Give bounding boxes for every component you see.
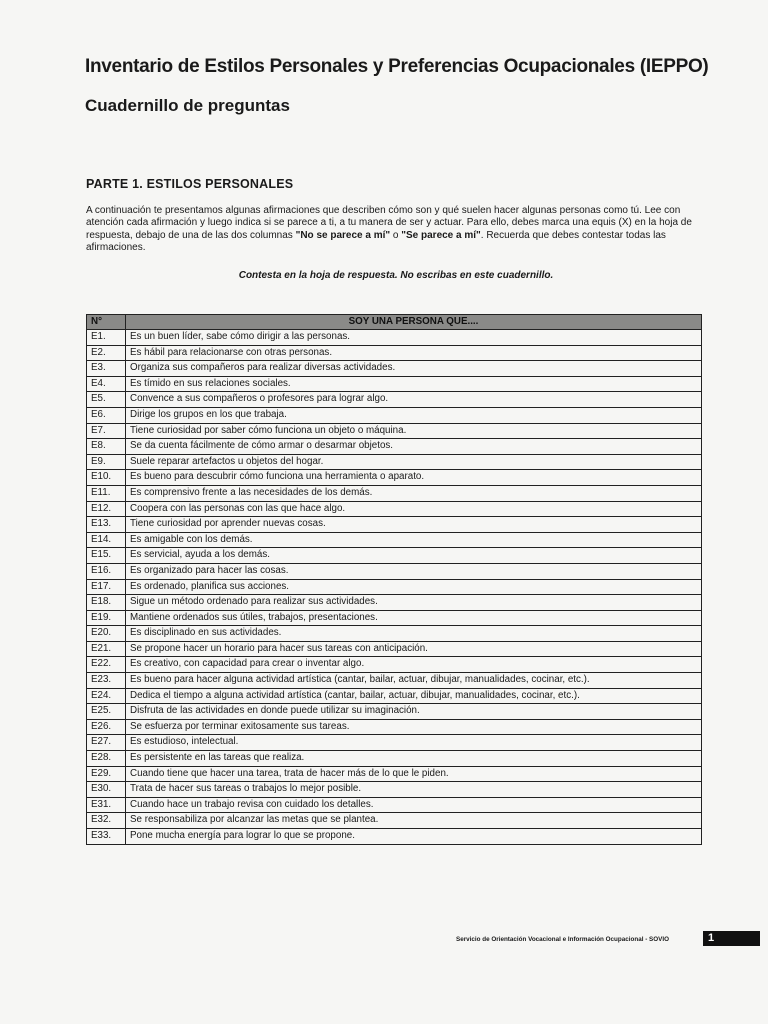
item-statement: Suele reparar artefactos u objetos del hogar. [126, 454, 702, 470]
item-statement: Es comprensivo frente a las necesidades de los demás. [126, 485, 702, 501]
item-statement: Pone mucha energía para lograr lo que se propone. [126, 829, 702, 845]
item-statement: Trata de hacer sus tareas o trabajos lo mejor posible. [126, 782, 702, 798]
item-code: E23. [87, 673, 126, 689]
item-code: E22. [87, 657, 126, 673]
item-statement: Se esfuerza por terminar exitosamente sus tareas. [126, 719, 702, 735]
table-row [87, 735, 702, 751]
table-row [87, 595, 702, 611]
table-row [87, 376, 702, 392]
item-statement: Es persistente en las tareas que realiza. [126, 751, 702, 767]
item-code: E31. [87, 797, 126, 813]
item-code: E15. [87, 548, 126, 564]
item-statement: Tiene curiosidad por saber cómo funciona un objeto o máquina. [126, 423, 702, 439]
table-row [87, 813, 702, 829]
intro-text-1: A continuación te presentamos algunas afirmaciones que describen cómo son y qué suelen hacer algunas personas como tú. Lee con atención cada afirmación y luego indica si se parece a ti, a tu manera de ser y actuar. Para ello, debes marca una equis (X) en la hoja de respuesta, debajo de una de las dos columnas [86, 205, 692, 241]
item-statement: Es tímido en sus relaciones sociales. [126, 376, 702, 392]
footer-text: Servicio de Orientación Vocacional e Información Ocupacional - SOVIO [456, 936, 669, 943]
item-code: E20. [87, 626, 126, 642]
item-statement: Tiene curiosidad por aprender nuevas cosas. [126, 517, 702, 533]
table-row [87, 423, 702, 439]
document-subtitle: Cuadernillo de preguntas [85, 96, 290, 115]
table-row [87, 579, 702, 595]
item-code: E10. [87, 470, 126, 486]
item-statement: Se da cuenta fácilmente de cómo armar o desarmar objetos. [126, 439, 702, 455]
item-code: E28. [87, 751, 126, 767]
table-row [87, 361, 702, 377]
table-row [87, 766, 702, 782]
section-title: PARTE 1. ESTILOS PERSONALES [86, 177, 294, 191]
table-row [87, 345, 702, 361]
item-code: E26. [87, 719, 126, 735]
table-row [87, 688, 702, 704]
item-code: E29. [87, 766, 126, 782]
item-code: E24. [87, 688, 126, 704]
item-statement: Organiza sus compañeros para realizar diversas actividades. [126, 361, 702, 377]
item-statement: Es un buen líder, sabe cómo dirigir a las personas. [126, 330, 702, 346]
item-code: E25. [87, 704, 126, 720]
items-table [86, 314, 702, 845]
table-row [87, 719, 702, 735]
item-code: E7. [87, 423, 126, 439]
item-code: E30. [87, 782, 126, 798]
item-code: E3. [87, 361, 126, 377]
table-row [87, 501, 702, 517]
table-row [87, 439, 702, 455]
table-row [87, 517, 702, 533]
table-row [87, 829, 702, 845]
item-code: E19. [87, 610, 126, 626]
item-statement: Es bueno para descubrir cómo funciona una herramienta o aparato. [126, 470, 702, 486]
instruction-text: Contesta en la hoja de respuesta. No escribas en este cuadernillo. [238, 270, 554, 281]
item-code: E11. [87, 485, 126, 501]
item-code: E1. [87, 330, 126, 346]
item-statement: Mantiene ordenados sus útiles, trabajos, presentaciones. [126, 610, 702, 626]
table-row [87, 610, 702, 626]
table-row [87, 751, 702, 767]
table-row [87, 782, 702, 798]
item-code: E14. [87, 532, 126, 548]
table-row [87, 392, 702, 408]
table-row [87, 470, 702, 486]
item-code: E16. [87, 563, 126, 579]
table-row [87, 330, 702, 346]
item-statement: Es estudioso, intelectual. [126, 735, 702, 751]
item-statement: Se propone hacer un horario para hacer sus tareas con anticipación. [126, 641, 702, 657]
item-code: E5. [87, 392, 126, 408]
item-statement: Sigue un método ordenado para realizar sus actividades. [126, 595, 702, 611]
table-row [87, 454, 702, 470]
item-statement: Disfruta de las actividades en donde puede utilizar su imaginación. [126, 704, 702, 720]
item-code: E8. [87, 439, 126, 455]
table-body [87, 330, 702, 845]
item-statement: Dedica el tiempo a alguna actividad artística (cantar, bailar, actuar, dibujar, manualidades, cocinar, etc.). [126, 688, 702, 704]
item-code: E2. [87, 345, 126, 361]
item-statement: Es disciplinado en sus actividades. [126, 626, 702, 642]
item-code: E33. [87, 829, 126, 845]
intro-paragraph [86, 205, 706, 254]
item-code: E13. [87, 517, 126, 533]
item-code: E12. [87, 501, 126, 517]
table-row [87, 641, 702, 657]
table-header-row [87, 315, 702, 330]
table-row [87, 563, 702, 579]
item-code: E21. [87, 641, 126, 657]
intro-option-yes: "Se parece a mí" [401, 229, 481, 241]
document-title: Inventario de Estilos Personales y Preferencias Ocupacionales (IEPPO) [85, 56, 709, 77]
intro-text-2: o [390, 229, 402, 241]
intro-text-3: . Recuerda que debes contestar todas las afirmaciones. [86, 229, 666, 253]
item-statement: Convence a sus compañeros o profesores para lograr algo. [126, 392, 702, 408]
item-statement: Se responsabiliza por alcanzar las metas que se plantea. [126, 813, 702, 829]
table-row [87, 485, 702, 501]
item-code: E4. [87, 376, 126, 392]
table-row [87, 673, 702, 689]
page-number: 1 [703, 931, 760, 946]
item-code: E17. [87, 579, 126, 595]
item-statement: Cuando hace un trabajo revisa con cuidado los detalles. [126, 797, 702, 813]
item-statement: Es servicial, ayuda a los demás. [126, 548, 702, 564]
item-code: E18. [87, 595, 126, 611]
header-statement: SOY UNA PERSONA QUE.... [126, 315, 702, 330]
item-statement: Es organizado para hacer las cosas. [126, 563, 702, 579]
table-row [87, 532, 702, 548]
intro-option-no: "No se parece a mí" [295, 229, 391, 241]
table-row [87, 657, 702, 673]
table-row [87, 797, 702, 813]
item-statement: Dirige los grupos en los que trabaja. [126, 407, 702, 423]
item-statement: Es creativo, con capacidad para crear o inventar algo. [126, 657, 702, 673]
item-code: E27. [87, 735, 126, 751]
item-statement: Es bueno para hacer alguna actividad artística (cantar, bailar, actuar, dibujar, manualidades, cocinar, etc.). [126, 673, 702, 689]
item-statement: Coopera con las personas con las que hace algo. [126, 501, 702, 517]
table-row [87, 626, 702, 642]
item-code: E32. [87, 813, 126, 829]
item-statement: Cuando tiene que hacer una tarea, trata de hacer más de lo que le piden. [126, 766, 702, 782]
table-row [87, 704, 702, 720]
item-statement: Es hábil para relacionarse con otras personas. [126, 345, 702, 361]
table-row [87, 407, 702, 423]
item-code: E6. [87, 407, 126, 423]
item-statement: Es amigable con los demás. [126, 532, 702, 548]
table-row [87, 548, 702, 564]
header-number: N° [87, 315, 126, 330]
item-code: E9. [87, 454, 126, 470]
item-statement: Es ordenado, planifica sus acciones. [126, 579, 702, 595]
